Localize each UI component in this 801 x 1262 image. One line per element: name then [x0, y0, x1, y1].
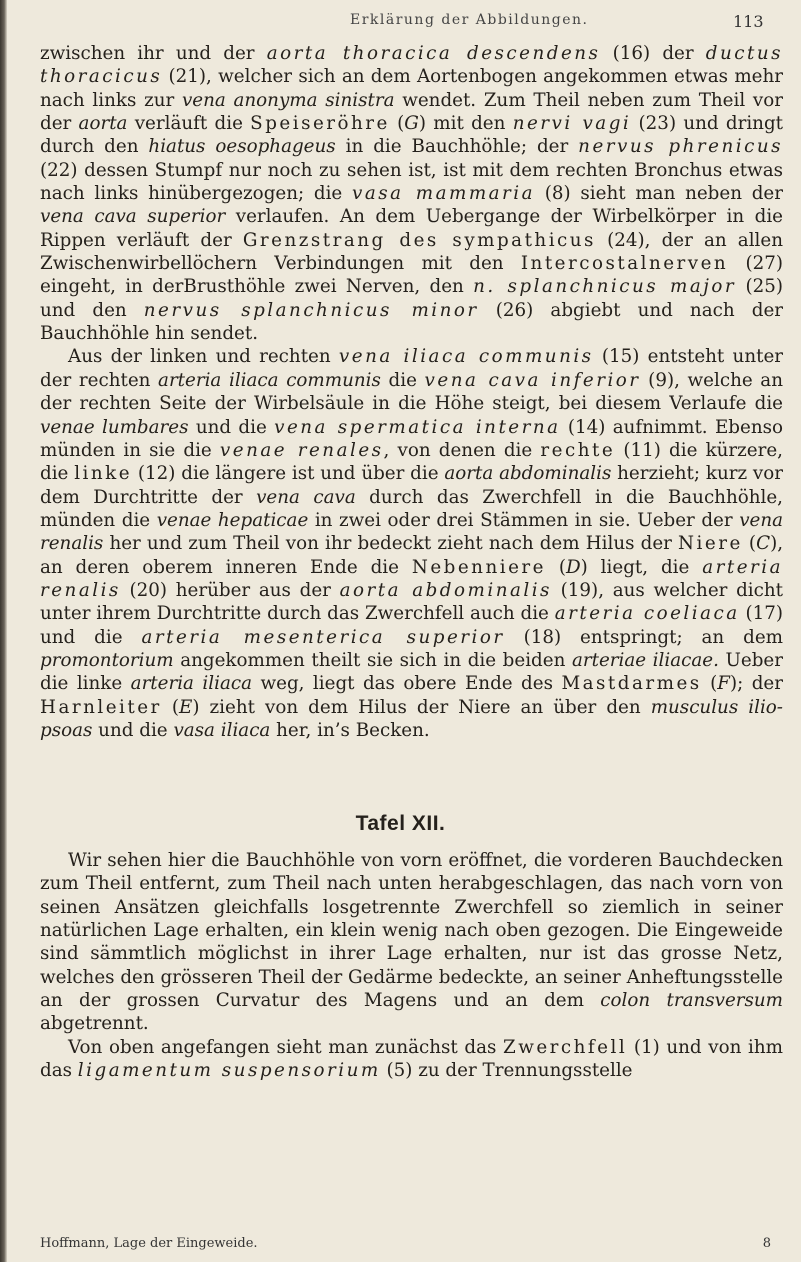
- emphasized-latin-term: arteria coeliaca: [554, 603, 740, 625]
- latin-term: D: [565, 556, 581, 578]
- emphasized-latin-term: arteria mesenterica superior: [141, 626, 505, 648]
- running-head: [0, 12, 801, 40]
- latin-term: arteria iliaca communis: [158, 369, 381, 391]
- emphasized-latin-term: vena cava inferior: [424, 369, 641, 391]
- emphasized-term: Intercostalnerven: [520, 253, 729, 275]
- latin-term: aorta: [78, 113, 128, 135]
- latin-term: venae hepaticae: [156, 509, 309, 531]
- latin-term: colon transversum: [600, 990, 783, 1012]
- body-text-upper: [40, 42, 783, 742]
- latin-term: vena renalis: [40, 509, 784, 555]
- latin-term: E: [178, 696, 193, 718]
- emphasized-term: Speiseröhre: [250, 113, 390, 135]
- latin-term: vena cava superior: [40, 206, 226, 228]
- plate-heading: Tafel XII.: [355, 812, 446, 835]
- paragraph: Aus der linken und rechten vena iliaca communis (15) entsteht unter der rechten arteria iliaca communis die vena cava inferior (9), welche an der rechten Seite der Wirbelsäule in die Höhe steigt, bei diesem Verlaufe die venae lumbares und die vena spermatica interna (14) aufnimmt. Ebenso münden in sie die venae renales, von denen die rechte (11) die kürzere, die linke (12) die längere ist und über die aorta abdominalis herzieht; kurz vor dem Durchtritte der vena cava durch das Zwerchfell in die Bauchhöhle, münden die venae hepaticae in zwei oder drei Stämmen in sie. Ueber der vena renalis her und zum Theil von ihr bedeckt zieht nach dem Hilus der Niere (C), an deren oberem inneren Ende die Nebenniere (D) liegt, die arteria renalis (20) herüber aus der aorta abdominalis (19), aus welcher dicht unter ihrem Durchtritte durch das Zwerchfell auch die arteria coeliaca (17) und die arteria mesenterica superior (18) entspringt; an dem promontorium angekommen theilt sie sich in die beiden arteriae iliacae. Ueber die linke arteria iliaca weg, liegt das obere Ende des Mastdarmes (F); der Harnleiter (E) zieht von dem Hilus der Niere an über den musculus ilio-psoas und die vasa iliaca her, in’s Becken.: [40, 346, 784, 741]
- emphasized-latin-term: nervus phrenicus: [578, 136, 783, 158]
- emphasized-latin-term: vena spermatica interna: [274, 416, 561, 438]
- latin-term: C: [756, 533, 771, 555]
- latin-term: vena anonyma sinistra: [181, 89, 395, 111]
- emphasized-latin-term: vasa mammaria: [352, 183, 536, 205]
- latin-term: hiatus oesophageus: [148, 136, 336, 158]
- emphasized-term: Zwerchfell: [503, 1036, 628, 1058]
- emphasized-term: Nebenniere: [411, 556, 546, 578]
- emphasized-term: linke: [74, 463, 133, 485]
- emphasized-latin-term: n. splanchnicus major: [473, 276, 737, 298]
- latin-term: vena cava: [256, 486, 356, 508]
- paragraph: Von oben angefangen sieht man zunächst das Zwerchfell (1) und von ihm das ligamentum suspensorium (5) zu der Trennungsstelle: [40, 1036, 783, 1082]
- emphasized-latin-term: arteria renalis: [40, 556, 783, 601]
- emphasized-latin-term: venae renales: [219, 439, 384, 461]
- emphasized-latin-term: ductus thoracicus: [40, 43, 783, 88]
- latin-term: F: [717, 673, 730, 695]
- latin-term: G: [404, 113, 419, 135]
- paragraph: Wir sehen hier die Bauchhöhle von vorn eröffnet, die vorderen Bauchdecken zum Theil entfernt, zum Theil nach unten herabgeschlagen, das nach vorn von seinen Ansätzen gleichfalls losgetrennte Zwerchfell so ziemlich in seiner natürlichen Lage erhalten, ein klein wenig nach oben gezogen. Die Eingeweide sind sämmtlich möglichst in ihrer Lage erhalten, nur ist das grosse Netz, welches den grösseren Theil der Gedärme bedeckte, an seiner Anheftungsstelle an der grossen Curvatur des Magens und an dem colon transversum abgetrennt.: [40, 850, 783, 1035]
- footer-citation: Hoffmann, Lage der Eingeweide.: [40, 1236, 258, 1251]
- emphasized-latin-term: vena iliaca communis: [338, 346, 594, 368]
- latin-term: venae lumbares: [40, 416, 189, 438]
- latin-term: arteria iliaca: [130, 673, 253, 695]
- body-text-lower: [40, 849, 783, 1082]
- emphasized-term: Niere: [678, 533, 743, 555]
- emphasized-term: Mastdarmes: [561, 673, 702, 695]
- page-binding-edge: [0, 0, 7, 1262]
- running-title: Erklärung der Abbildungen.: [350, 12, 589, 28]
- latin-term: vasa iliaca: [173, 719, 271, 741]
- page-number: 113: [733, 12, 764, 31]
- emphasized-term: Harnleiter: [40, 696, 162, 718]
- paragraph: zwischen ihr und der aorta thoracica descendens (16) der ductus thoracicus (21), welcher sich an dem Aortenbogen angekommen etwas mehr nach links zur vena anonyma sinistra wendet. Zum Theil neben zum Theil vor der aorta verläuft die Speiseröhre (G) mit den nervi vagi (23) und dringt durch den hiatus oesophageus in die Bauchhöhle; der nervus phrenicus (22) dessen Stumpf nur noch zu sehen ist, ist mit dem rechten Bronchus etwas nach links hinübergezogen; die vasa mammaria (8) sieht man neben der vena cava superior verlaufen. An dem Uebergange der Wirbelkörper in die Rippen verläuft der Grenzstrang des sympathicus (24), der an allen Zwischenwirbellöchern Verbindungen mit den Intercostalnerven (27) eingeht, in derBrusthöhle zwei Nerven, den n. splanchnicus major (25) und den nervus splanchnicus minor (26) abgiebt und nach der Bauchhöhle hin sendet.: [40, 43, 784, 345]
- latin-term: musculus ilio-psoas: [40, 696, 783, 741]
- emphasized-term: Grenzstrang des sympathicus: [242, 229, 596, 251]
- latin-term: promontorium: [40, 649, 174, 671]
- page-footer: [40, 1236, 783, 1256]
- emphasized-term: rechte: [540, 439, 616, 461]
- emphasized-latin-term: ligamentum suspensorium: [77, 1060, 381, 1082]
- emphasized-latin-term: aorta abdominalis: [339, 579, 552, 601]
- emphasized-latin-term: aorta thoracica descendens: [266, 43, 601, 64]
- latin-term: aorta abdominalis: [444, 463, 612, 485]
- emphasized-latin-term: nervus splanchnicus minor: [143, 299, 479, 321]
- emphasized-latin-term: nervi vagi: [512, 113, 632, 135]
- latin-term: arteriae iliacae.: [571, 649, 719, 671]
- signature-mark: 8: [762, 1236, 771, 1251]
